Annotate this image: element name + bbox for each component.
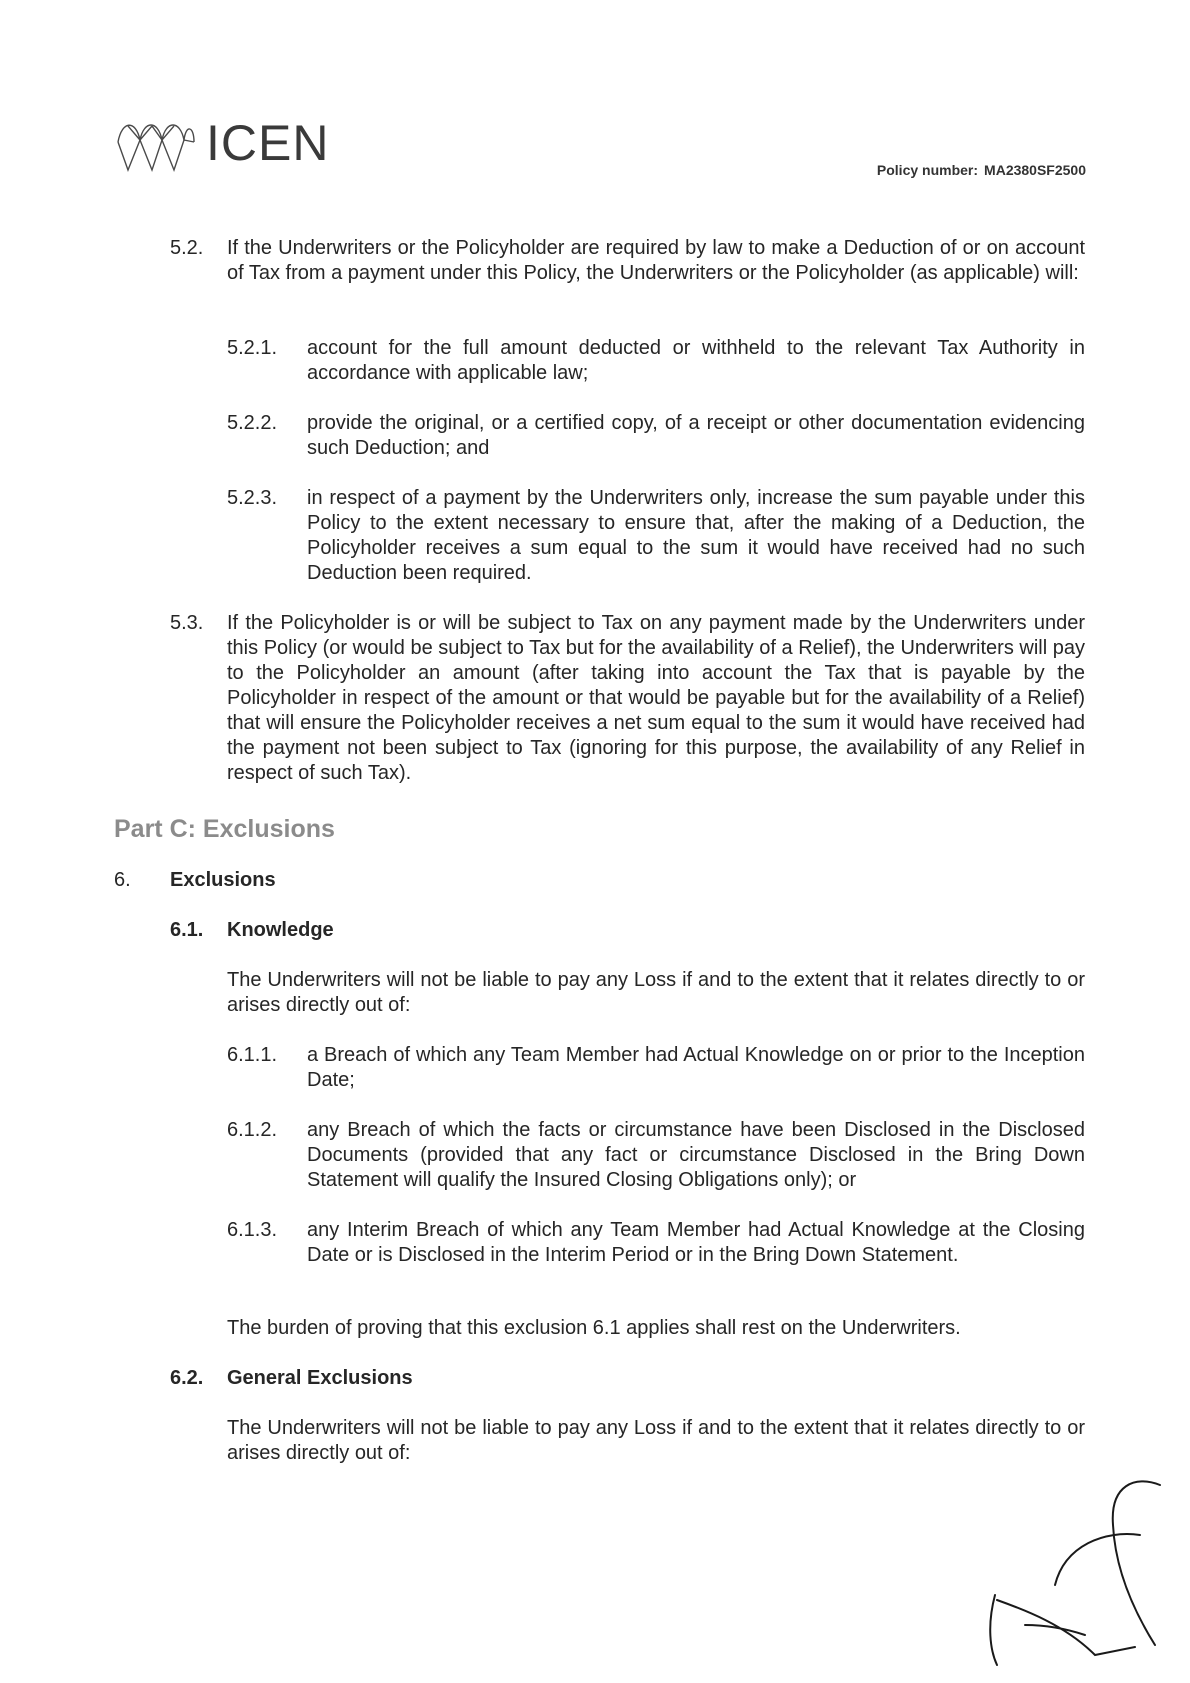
- clause-6-1-3-text: any Interim Breach of which any Team Member had Actual Knowledge at the Closing Date or is Disclosed in the Interim Period or in the Bring Down Statement.: [307, 1219, 1085, 1266]
- policy-number-value: MA2380SF2500: [984, 162, 1086, 178]
- logo-text: ICEN: [206, 115, 330, 171]
- signature-initials-icon: [985, 1475, 1165, 1675]
- section-6-1-title: Knowledge: [227, 919, 334, 941]
- section-6-2-number: 6.2.: [170, 1367, 204, 1389]
- clause-5-2-2-number: 5.2.2.: [227, 412, 278, 434]
- company-logo: [114, 112, 329, 174]
- clause-6-1-2-text: any Breach of which the facts or circumstance have been Disclosed in the Disclosed Documents (provided that any fact or circumstance Disclosed in the Bring Down Statement will qualify the Insured Closing Obligations only); or: [307, 1119, 1085, 1191]
- policy-number: [871, 162, 1086, 178]
- policy-number-label: Policy number:: [876, 162, 979, 178]
- section-6-1-number: 6.1.: [170, 919, 204, 941]
- clause-6-1-3-number: 6.1.3.: [227, 1219, 278, 1241]
- section-6-number: 6.: [114, 869, 131, 891]
- clause-5-2-2-text: provide the original, or a certified copy, of a receipt or other documentation evidencing such Deduction; and: [307, 412, 1085, 459]
- section-6-1-burden: The burden of proving that this exclusion 6.1 applies shall rest on the Underwriters.: [227, 1317, 961, 1339]
- section-6-1-intro: The Underwriters will not be liable to pay any Loss if and to the extent that it relates directly to or arises directly out of:: [227, 969, 1085, 1016]
- clause-5-2-text: If the Underwriters or the Policyholder are required by law to make a Deduction of or on account of Tax from a payment under this Policy, the Underwriters or the Policyholder (as applicable) will:: [227, 237, 1085, 284]
- clause-6-1-1-text: a Breach of which any Team Member had Actual Knowledge on or prior to the Inception Date;: [307, 1044, 1085, 1091]
- clause-5-2-3-text: in respect of a payment by the Underwriters only, increase the sum payable under this Policy to the extent necessary to ensure that, after the making of a Deduction, the Policyholder receives a sum equal to the sum it would have received had no such Deduction been required.: [307, 487, 1085, 584]
- section-6-title: Exclusions: [170, 869, 276, 891]
- clause-5-2-1-number: 5.2.1.: [227, 337, 278, 359]
- part-c-heading: Part C: Exclusions: [114, 815, 335, 843]
- logo-mark-icon: [114, 112, 198, 174]
- clause-5-3-number: 5.3.: [170, 612, 204, 634]
- clause-5-2-3-number: 5.2.3.: [227, 487, 278, 509]
- clause-5-2-number: 5.2.: [170, 237, 204, 259]
- clause-6-1-1-number: 6.1.1.: [227, 1044, 278, 1066]
- section-6-2-title: General Exclusions: [227, 1367, 413, 1389]
- clause-5-3-text: If the Policyholder is or will be subject to Tax on any payment made by the Underwriters under this Policy (or would be subject to Tax but for the availability of a Relief), the Underwriters will pay to the Policyholder an amount (after taking into account the Tax that is payable by the Policyholder in respect of the amount or that would be payable but for the availability of a Relief) that will ensure the Policyholder receives a net sum equal to the sum it would have received had the payment not been subject to Tax (ignoring for this purpose, the availability of any Relief in respect of such Tax).: [227, 612, 1085, 784]
- clause-6-1-2-number: 6.1.2.: [227, 1119, 278, 1141]
- clause-5-2-1-text: account for the full amount deducted or withheld to the relevant Tax Authority in accordance with applicable law;: [307, 337, 1085, 384]
- section-6-2-intro: The Underwriters will not be liable to pay any Loss if and to the extent that it relates directly to or arises directly out of:: [227, 1417, 1085, 1464]
